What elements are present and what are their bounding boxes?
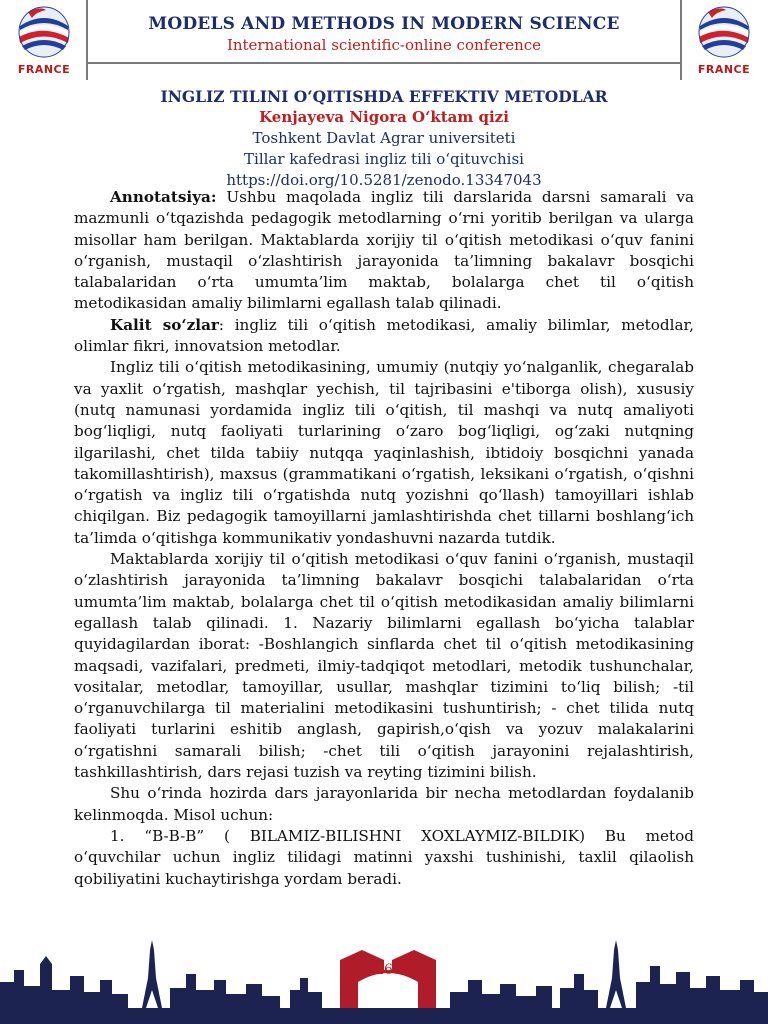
abstract-paragraph [74,187,694,315]
abstract-label: Annotatsiya: [110,188,217,206]
author-affiliation: Toshkent Davlat Agrar universiteti [252,129,516,147]
header-divider [680,0,682,80]
logo-label: FRANCE [697,63,751,76]
header-rule [88,62,680,64]
body-paragraph: Maktablarda xorijiy til o‘qitish metodikasi o‘quv fanini o‘rganish, mustaqil o‘zlashtirish jarayonida ta’limning bakalavr bosqichi talabalaridan o‘rta umumta’lim maktab, bolalarga chet til o‘qitish metodikasidan amaliy bilimlarni egallash talab qilinadi. 1. Nazariy bilimlarni egallash bo‘yicha talablar quyidagilardan iborat: -Boshlangich sinflarda chet til o‘qitish metodikasining maqsadi, vazifalari, predmeti, ilmiy-tadqiqot metodlari, metodik tushunchalar, vositalar, metodlar, tamoyillar, usullar, mashqlar tizimini to‘liq bilish; -til o‘rganuvchilarga til materialini metodikasini tushuntirish; - chet tilida nutq faoliyati turlarini eshitib anglash, gapirish,o‘qish va yozuv malakalarini o‘rgatishni samarali bilish; -chet tili o‘qitish jarayonini rejalashtirish, tashkillashtirish, dars rejasi tuzish va reyting tizimini bilish. [74,550,694,782]
body-paragraph: Ingliz tili o‘qitish metodikasining, umumiy (nutqiy yo‘nalganlik, chegaralab va yaxlit o‘rgatish, mashqlar yechish, til tajribasini e'tiborga olish), xususiy (nutq namunasi yordamida ingliz tili o‘qitish, til mashqi va nutq amaliyoti bog‘liqligi, nutq faoliyati turlarining o‘zaro bog‘liqligi, og‘zaki nutqning ilgarilashi, chet tilda tabiiy nutqqa yaqinlashish, ibtidoiy bosqichni yanada takomillashtirish), maxsus (grammatikani o‘rgatish, leksikani o‘rgatish, o‘qishni o‘rgatish va ingliz tili o‘rgatishda nutq yozishni qo‘llash) tamoyillari ishlab chiqilgan. Biz pedagogik tamoyillarni jamlashtirishda chet tillarni boshlang‘ich ta’limda o‘qitishga kommunikativ yondashuvni nazarda tutdik. [74,358,694,547]
abstract-text: Ushbu maqolada ingliz tili darslarida darsni samarali va mazmunli o‘tqazishda pedagogik metodlarning o‘rni yoritib berilgan va ularga misollar ham berilgan. Maktablarda xorijiy til o‘qitish metodikasi o‘quv fanini o‘rganish, mustaqil o‘zlashtirish jarayonida ta’limning bakalavr bosqichi talabalaridan o‘rta umumta’lim maktab, bolalarga chet til o‘qitish metodikasidan amaliy bilimlarni egallash talab qilinadi. [74,188,694,313]
keywords-paragraph [74,315,694,358]
globe-flag-icon [6,4,82,64]
article-header [0,86,768,191]
article-body [74,187,694,890]
article-title: INGLIZ TILINI O‘QITISHDA EFFEKTIV METODLAR [160,87,608,106]
globe-flag-icon [686,4,762,64]
conference-subtitle: International scientific-online conference [226,36,542,54]
france-globe-logo [6,4,82,76]
body-paragraph: 1. “B-B-B” ( BILAMIZ-BILISHNI XOXLAYMIZ-BILDIK) Bu metod o‘quvchilar uchun ingliz tilidagi matinni yaxshi tushinishi, taxlil qilaolish qobiliyatini kuchaytirishga yordam beradi. [74,826,694,888]
keywords-label: Kalit so‘zlar [110,315,219,334]
conference-header [0,0,768,80]
body-paragraph: Shu o‘rinda hozirda dars jarayonlarida bir necha metodlardan foydalanib kelinmoqda. Misol uchun: [74,784,694,824]
keywords-text: : ingliz tili o‘qitish metodikasi, amaliy bilimlar, metodlar, olimlar fikri, innovatsion metodlar. [74,315,694,356]
conference-title: MODELS AND METHODS IN MODERN SCIENCE [148,14,620,34]
doi-link[interactable]: https://doi.org/10.5281/zenodo.13347043 [226,171,542,189]
logo-label: FRANCE [17,63,71,76]
article-author: Kenjayeva Nigora O‘ktam qizi [259,108,509,126]
author-position: Tillar kafedrasi ingliz tili o‘qituvchisi [244,150,524,168]
page-number: 46 [375,962,393,978]
header-divider [86,0,88,80]
france-globe-logo [686,4,762,76]
